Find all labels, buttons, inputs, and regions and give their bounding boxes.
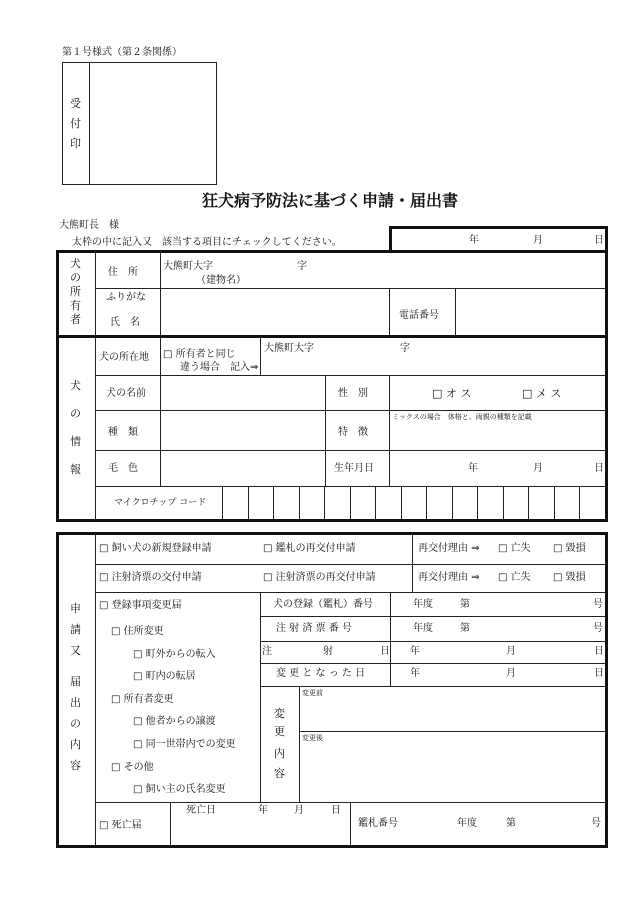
death-notice-checkbox[interactable]: □ 死亡届 xyxy=(99,820,142,831)
death-year: 年 xyxy=(258,805,268,816)
reception-char-2: 付 xyxy=(70,117,81,130)
before-field[interactable] xyxy=(300,698,605,730)
content-label-1: 変 xyxy=(274,707,285,720)
content-label-4: 容 xyxy=(274,767,285,780)
app-section-1: 申 xyxy=(70,602,81,615)
app-section-7: 内 xyxy=(70,738,81,751)
changed-date-label: 変 更 と な っ た 日 xyxy=(276,668,366,679)
reissue-reason-label-2: 再交付理由 ⇒ xyxy=(418,572,480,583)
inj-month: 月 xyxy=(506,646,516,657)
owner-section-1: 犬 xyxy=(70,257,81,270)
dog-breed-label: 種 類 xyxy=(108,427,138,438)
death-month: 月 xyxy=(294,805,304,816)
after-label: 変更後 xyxy=(302,734,323,742)
owner-dog-divider xyxy=(56,335,608,338)
dog-feature-field[interactable] xyxy=(390,422,605,449)
lost-checkbox-1[interactable]: □ 亡失 xyxy=(498,543,531,554)
microchip-cell-divider xyxy=(375,487,376,519)
injection-date-label-2: 射 xyxy=(323,646,333,657)
dog-section-2: の xyxy=(70,407,81,420)
page-title: 狂犬病予防法に基づく申請・届出書 xyxy=(202,191,459,210)
dog-chip-label: マイクロチップ コード xyxy=(114,498,207,508)
chg-year: 年 xyxy=(410,668,420,679)
owner-section-5: 者 xyxy=(70,313,81,326)
microchip-cell-divider xyxy=(222,487,223,519)
microchip-cell-divider xyxy=(554,487,555,519)
app-section-5: 出 xyxy=(70,696,81,709)
dog-birth-day: 日 xyxy=(594,463,604,474)
microchip-cell-divider xyxy=(503,487,504,519)
chg-day: 日 xyxy=(594,668,604,679)
owner-rename-checkbox[interactable]: □ 飼い主の氏名変更 xyxy=(133,784,226,795)
owner-address-prefix: 大熊町大字 xyxy=(163,261,213,272)
registration-number-label: 犬の登録（鑑札）番号 xyxy=(273,599,373,610)
date-day: 日 xyxy=(594,235,604,246)
app-section-6: の xyxy=(70,717,81,730)
dog-name-field[interactable] xyxy=(161,376,324,409)
microchip-cell-divider xyxy=(248,487,249,519)
dog-location-label: 犬の所在地 xyxy=(99,352,149,363)
dog-color-field[interactable] xyxy=(161,451,324,485)
dog-section-1: 犬 xyxy=(70,379,81,392)
reception-char-1: 受 xyxy=(70,97,81,110)
owner-address-aza: 字 xyxy=(297,261,307,272)
tag-gou: 号 xyxy=(591,818,601,829)
reception-stamp-box xyxy=(62,62,217,185)
tag-reissue-checkbox[interactable]: □ 鑑札の再交付申請 xyxy=(263,543,356,554)
dog-location-same[interactable]: □ 所有者と同じ xyxy=(163,349,236,360)
death-day: 日 xyxy=(331,805,341,816)
dog-location-field[interactable] xyxy=(262,339,605,374)
microchip-cell-divider xyxy=(528,487,529,519)
after-field[interactable] xyxy=(300,743,605,801)
lost-checkbox-2[interactable]: □ 亡失 xyxy=(498,572,531,583)
address-change-checkbox[interactable]: □ 住所変更 xyxy=(111,626,164,637)
dog-section-3: 情 xyxy=(70,435,81,448)
microchip-cell-divider xyxy=(477,487,478,519)
reg-fiscal-year: 年度 xyxy=(413,599,433,610)
owner-phone-label: 電話番号 xyxy=(399,310,439,321)
tag-number-label: 鑑札番号 xyxy=(358,818,398,829)
dog-color-label: 毛 色 xyxy=(108,463,138,474)
tag-dai: 第 xyxy=(506,818,516,829)
injection-date-label-3: 日 xyxy=(380,646,390,657)
reg-dai: 第 xyxy=(460,599,470,610)
dog-sex-label: 性 別 xyxy=(338,388,368,399)
owner-building: （建物名） xyxy=(196,275,246,286)
microchip-cell-divider xyxy=(299,487,300,519)
date-month: 月 xyxy=(533,235,543,246)
dog-breed-field[interactable] xyxy=(161,411,324,449)
change-notice-checkbox[interactable]: □ 登録事項変更届 xyxy=(99,600,182,611)
app-section-8: 容 xyxy=(70,759,81,772)
owner-name-label: 氏 名 xyxy=(110,317,140,328)
dog-location-diff: 違う場合 記入⇒ xyxy=(180,362,259,373)
vaccine-number-label: 注 射 済 票 番 号 xyxy=(276,623,352,634)
before-label: 変更前 xyxy=(302,689,323,697)
inj-year: 年 xyxy=(410,646,420,657)
dog-female-checkbox[interactable]: □ メ ス xyxy=(522,387,562,400)
inj-day: 日 xyxy=(594,646,604,657)
dog-location-prefix: 大熊町大字 xyxy=(264,343,314,354)
damaged-checkbox-1[interactable]: □ 毀損 xyxy=(553,543,586,554)
dog-birth-year: 年 xyxy=(468,463,478,474)
content-label-2: 更 xyxy=(274,725,285,738)
vac-gou: 号 xyxy=(593,623,603,634)
microchip-cell-divider xyxy=(273,487,274,519)
owner-change-checkbox[interactable]: □ 所有者変更 xyxy=(111,694,174,705)
microchip-cell-divider xyxy=(579,487,580,519)
microchip-cell-divider xyxy=(452,487,453,519)
dog-male-checkbox[interactable]: □ オ ス xyxy=(432,387,472,400)
injection-date-label-1: 注 xyxy=(262,646,272,657)
owner-section-2: の xyxy=(70,271,81,284)
date-year: 年 xyxy=(469,235,479,246)
reg-gou: 号 xyxy=(593,599,603,610)
vac-fiscal-year: 年度 xyxy=(413,623,433,634)
damaged-checkbox-2[interactable]: □ 毀損 xyxy=(553,572,586,583)
dog-birth-month: 月 xyxy=(533,463,543,474)
microchip-cell-divider xyxy=(426,487,427,519)
vaccine-reissue-checkbox[interactable]: □ 注射済票の再交付申請 xyxy=(263,572,376,583)
vaccine-issue-checkbox[interactable]: □ 注射済票の交付申請 xyxy=(99,572,202,583)
dog-section-4: 報 xyxy=(70,463,81,476)
addressee: 大熊町長 様 xyxy=(59,220,119,231)
chg-month: 月 xyxy=(506,668,516,679)
microchip-cell-divider xyxy=(350,487,351,519)
death-date-label: 死亡日 xyxy=(186,805,216,816)
owner-phone-field[interactable] xyxy=(456,289,605,334)
owner-furigana-label: ふりがな xyxy=(106,292,146,303)
owner-section-4: 有 xyxy=(70,299,81,312)
new-registration-checkbox[interactable]: □ 飼い犬の新規登録申請 xyxy=(99,543,212,554)
content-label-3: 内 xyxy=(274,747,285,760)
move-in-checkbox[interactable]: □ 町外からの転入 xyxy=(133,649,216,660)
app-section-2: 請 xyxy=(70,623,81,636)
dog-name-label: 犬の名前 xyxy=(106,388,146,399)
household-change-checkbox[interactable]: □ 同一世帯内での変更 xyxy=(133,739,236,750)
reissue-reason-label-1: 再交付理由 ⇒ xyxy=(418,543,480,554)
vac-dai: 第 xyxy=(460,623,470,634)
dog-mix-note: ミックスの場合 体格と、両親の種類を記載 xyxy=(392,413,532,421)
date-box[interactable] xyxy=(389,226,608,250)
instruction: 太枠の中に記入又 該当する項目にチェックしてください。 xyxy=(72,237,342,248)
owner-name-field[interactable] xyxy=(161,289,388,334)
reception-char-3: 印 xyxy=(70,137,81,150)
tag-fiscal-year: 年度 xyxy=(457,818,477,829)
dog-birth-label: 生年月日 xyxy=(334,463,374,474)
microchip-cell-divider xyxy=(324,487,325,519)
owner-address-field[interactable] xyxy=(161,254,605,287)
dog-feature-label: 特 徴 xyxy=(338,427,368,438)
transfer-checkbox[interactable]: □ 他者からの譲渡 xyxy=(133,716,216,727)
form-number: 第１号様式（第２条関係） xyxy=(62,47,182,58)
other-checkbox[interactable]: □ その他 xyxy=(111,762,154,773)
owner-section-3: 所 xyxy=(70,285,81,298)
dog-location-aza: 字 xyxy=(400,343,410,354)
move-within-checkbox[interactable]: □ 町内の転居 xyxy=(133,671,196,682)
app-section-4: 届 xyxy=(70,675,81,688)
owner-address-label: 住 所 xyxy=(108,267,138,278)
microchip-cell-divider xyxy=(401,487,402,519)
app-section-3: 又 xyxy=(70,644,81,657)
